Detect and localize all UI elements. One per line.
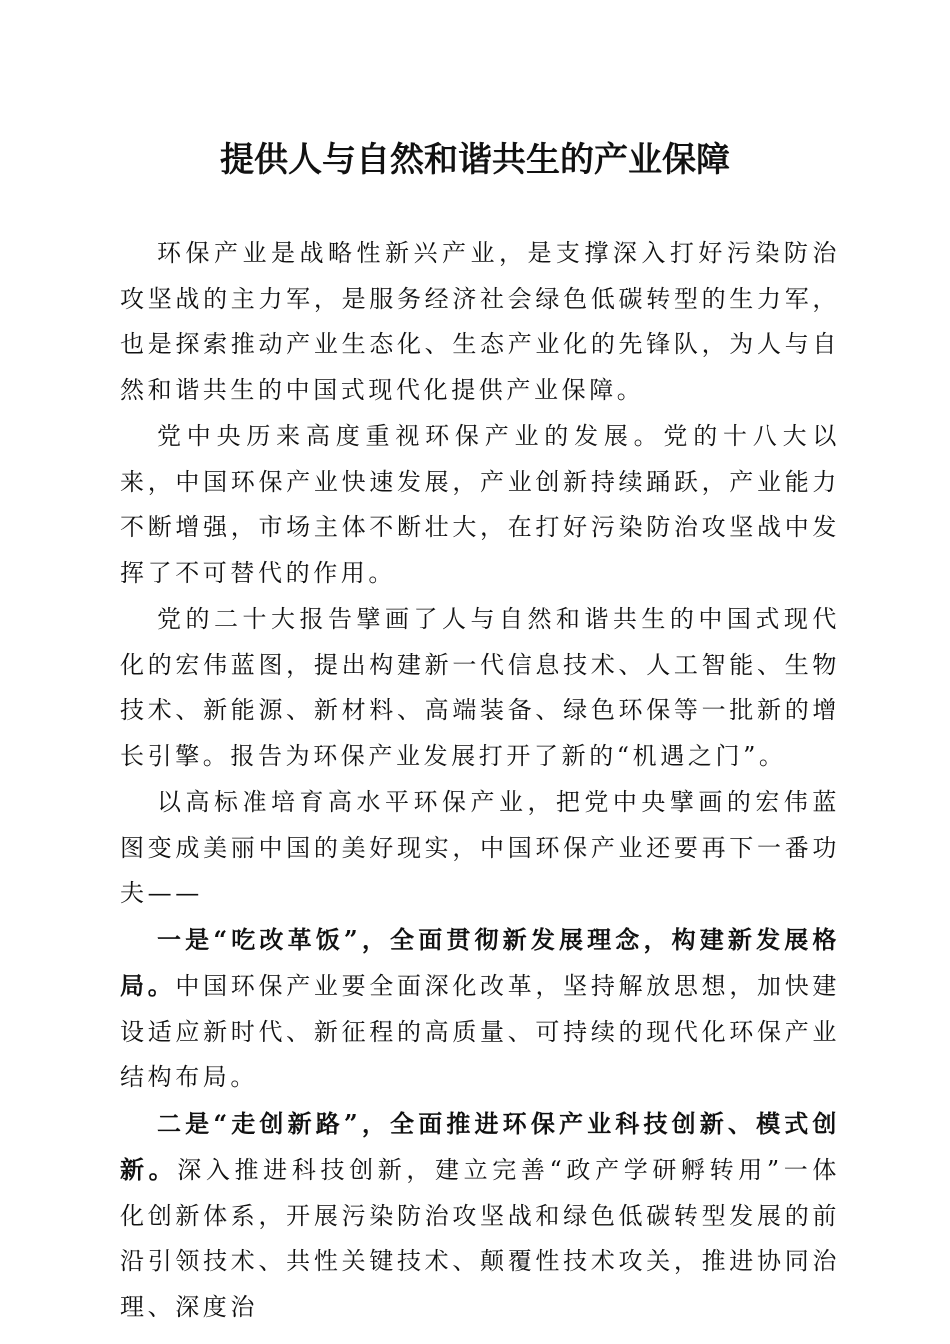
- paragraph-6-text: 深入推进科技创新，建立完善“政产学研孵转用”一体化创新体系，开展污染防治攻坚战和绿色低碳转型发展的前沿引领技术、共性关键技术、颠覆性技术攻关，推进协同治理、深度治: [120, 1156, 841, 1321]
- paragraph-4-text: 以高标准培育高水平环保产业，把党中央擘画的宏伟蓝图变成美丽中国的美好现实，中国环保产业还要再下一番功夫——: [120, 788, 840, 907]
- document-body: [120, 230, 840, 1330]
- paragraph-1-text: 环保产业是战略性新兴产业，是支撑深入打好污染防治攻坚战的主力军，是服务经济社会绿色低碳转型的生力军，也是探索推动产业生态化、生态产业化的先锋队，为人与自然和谐共生的中国式现代化提供产业保障。: [120, 239, 840, 404]
- paragraph-2-text: 党中央历来高度重视环保产业的发展。党的十八大以来，中国环保产业快速发展，产业创新持续踊跃，产业能力不断增强，市场主体不断壮大，在打好污染防治攻坚战中发挥了不可替代的作用。: [120, 422, 840, 587]
- paragraph-6-lead: 二是“走创新路”，全面推进环保产业科技创新、模式创新。: [120, 1108, 840, 1184]
- paragraph-5-lead: 一是“吃改革饭”，全面贯彻新发展理念，构建新发展格局。: [120, 924, 840, 1000]
- paragraph-3-text: 党的二十大报告擘画了人与自然和谐共生的中国式现代化的宏伟蓝图，提出构建新一代信息技术、人工智能、生物技术、新能源、新材料、高端装备、绿色环保等一批新的增长引擎。报告为环保产业发展打开了新的“机遇之门”。: [120, 605, 840, 770]
- paragraph-2: [120, 413, 840, 596]
- paragraph-5-text: 中国环保产业要全面深化改革，坚持解放思想，加快建设适应新时代、新征程的高质量、可持续的现代化环保产业结构布局。: [120, 972, 841, 1091]
- document-title: 提供人与自然和谐共生的产业保障: [220, 140, 730, 180]
- paragraph-4: [120, 779, 840, 917]
- paragraph-1: [120, 230, 840, 413]
- paragraph-5: [120, 917, 840, 1101]
- paragraph-6: [120, 1101, 840, 1331]
- paragraph-3: [120, 596, 840, 779]
